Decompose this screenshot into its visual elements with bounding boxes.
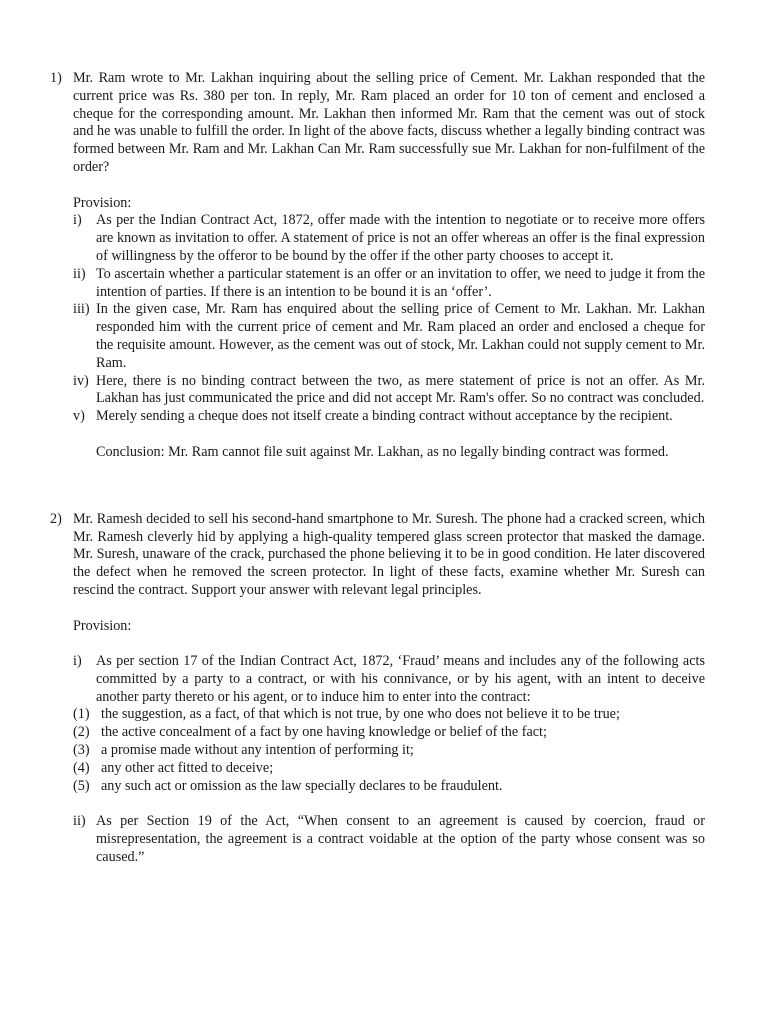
fraud-sub-item [73,759,705,778]
sub-item-text: a promise made without any intention of performing it; [101,742,414,759]
fraud-sub-item [73,777,705,796]
question-1 [50,70,705,462]
sub-item-marker: (3) [73,742,90,759]
provision-item [73,265,705,302]
fraud-sub-item [73,706,705,724]
sub-item-marker: (5) [73,777,90,794]
sub-item-marker: (1) [73,706,90,723]
provision-item [73,372,705,409]
question-text: Mr. Ram wrote to Mr. Lakhan inquiring about the selling price of Cement. Mr. Lakhan responded that the current price was Rs. 380 per ton. In reply, Mr. Ram placed an order for 10 ton of cement and enclosed a cheque for the corresponding amount. Mr. Lakhan then informed Mr. Ram that the cement was out of stock and he was unable to fulfill the order. In light of the above facts, discuss whether a legally binding contract was formed between Mr. Ram and Mr. Lakhan Can Mr. Ram successfully sue Mr. Lakhan for non-fulfilment of the order? [73,70,705,175]
item-marker: iii) [73,301,90,318]
fraud-sub-item [73,724,705,742]
provision-item [73,212,705,265]
item-text: To ascertain whether a particular statement is an offer or an invitation to offer, we need to judge it from the intention of parties. If there is an intention to be bound it is an ‘offer’. [96,265,705,300]
item-marker: ii) [73,813,86,830]
sub-item-text: the suggestion, as a fact, of that which is not true, by one who does not believe it to be true; [101,706,620,723]
item-marker: iv) [73,372,89,389]
item-marker: ii) [73,265,86,282]
sub-item-text: any other act fitted to deceive; [101,759,274,776]
sub-item-marker: (2) [73,724,90,741]
item-marker: i) [73,653,82,670]
question-number: 1) [50,70,62,86]
fraud-sub-item [73,742,705,760]
question-text: Mr. Ramesh decided to sell his second-hand smartphone to Mr. Suresh. The phone had a cracked screen, which Mr. Ramesh cleverly hid by applying a high-quality tempered glass screen protector that masked the damage. Mr. Suresh, unaware of the crack, purchased the phone believing it to be in good condition. He later discovered the defect when he removed the screen protector. In light of these facts, examine whether Mr. Suresh can rescind the contract. Support your answer with relevant legal principles. [73,510,705,598]
provision-item [73,813,705,866]
item-marker: i) [73,212,82,229]
question-number: 2) [50,510,62,527]
provision-label: Provision: [73,617,132,634]
provision-label: Provision: [73,194,132,211]
sub-item-marker: (4) [73,759,90,776]
item-text: In the given case, Mr. Ram has enquired about the selling price of Cement to Mr. Lakhan. Mr. Lakhan responded him with the current price of cement and Mr. Ram placed an order and enclosed a cheque for the requisite amount. However, as the cement was out of stock, Mr. Lakhan could not supply cement to Mr. Ram. [96,301,705,371]
item-text: As per Section 19 of the Act, “When consent to an agreement is caused by coercion, fraud or misrepresentation, the agreement is a contract voidable at the option of the party whose consent was so caused.” [96,813,705,865]
item-text: Merely sending a cheque does not itself create a binding contract without acceptance by the recipient. [96,408,673,425]
item-text: Here, there is no binding contract between the two, as mere statement of price is not an offer. As Mr. Lakhan has just communicated the price and did not accept Mr. Ram's offer. So no contract was concluded. [96,372,705,407]
item-text: As per the Indian Contract Act, 1872, offer made with the intention to negotiate or to receive more offers are known as invitation to offer. A statement of price is not an offer whereas an offer is the final expression of willingness by the offeror to be bound by the offer if the other party chooses to accept it. [96,212,705,264]
provision-item [73,653,705,706]
provision-item [73,408,705,426]
conclusion-text: Conclusion: Mr. Ram cannot file suit against Mr. Lakhan, as no legally binding contract was formed. [96,443,669,460]
item-marker: v) [73,408,85,425]
sub-item-text: the active concealment of a fact by one having knowledge or belief of the fact; [101,724,547,741]
question-2 [50,510,705,867]
sub-item-text: any such act or omission as the law specially declares to be fraudulent. [101,777,503,794]
document-page [0,70,768,867]
item-text: As per section 17 of the Indian Contract Act, 1872, ‘Fraud’ means and includes any of the following acts committed by a party to a contract, or with his connivance, or by his agent, with an intent to deceive another party thereto or his agent, or to induce him to enter into the contract: [96,653,705,705]
provision-item [73,301,705,372]
